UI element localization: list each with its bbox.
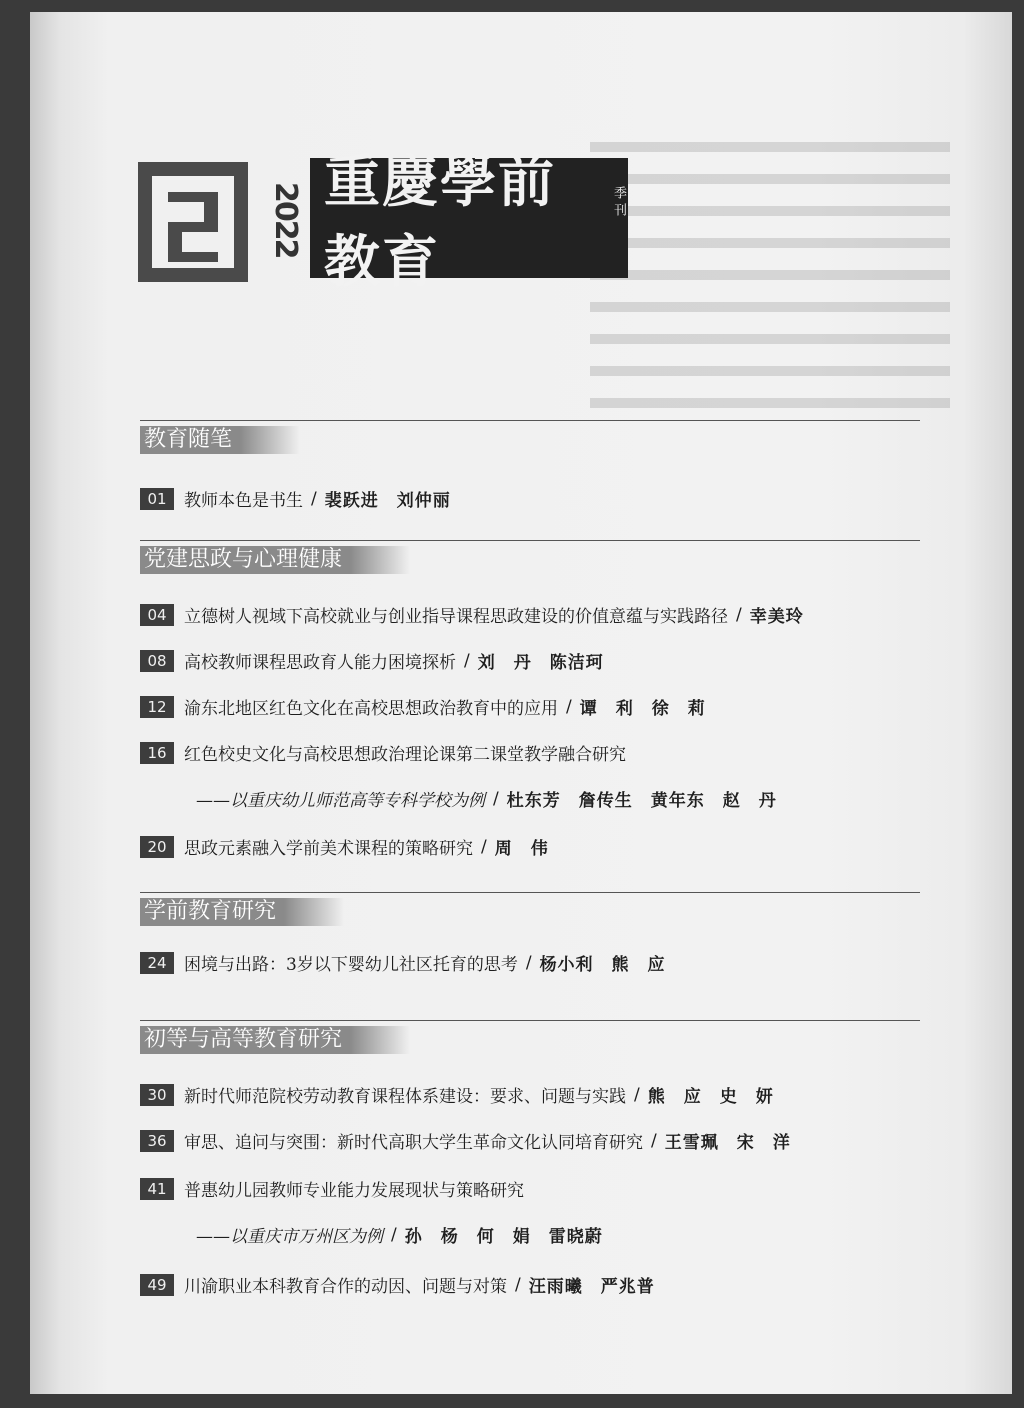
section-heading: 教育随笔 xyxy=(140,426,240,454)
toc-entry[interactable] xyxy=(140,694,706,719)
toc-entry[interactable] xyxy=(140,1176,524,1201)
article-authors: 幸美玲 xyxy=(749,607,804,627)
page-number: 20 xyxy=(140,836,174,858)
page-number: 41 xyxy=(140,1178,174,1200)
section-heading: 党建思政与心理健康 xyxy=(140,546,350,574)
article-authors: 孙 杨 何 娟 雷晓蔚 xyxy=(404,1227,603,1247)
journal-frequency: 季刊 xyxy=(611,186,626,220)
page-sheet xyxy=(30,12,1012,1394)
page-number: 04 xyxy=(140,604,174,626)
toc-entry[interactable] xyxy=(140,1272,655,1297)
toc-entry-subtitle-line[interactable] xyxy=(196,1222,603,1247)
article-title: 思政元素融入学前美术课程的策略研究 xyxy=(184,839,473,859)
toc-entry[interactable] xyxy=(140,1082,774,1107)
article-title: 立德树人视域下高校就业与创业指导课程思政建设的价值意蕴与实践路径 xyxy=(184,607,728,627)
article-authors: 周 伟 xyxy=(494,839,549,859)
page-number: 16 xyxy=(140,742,174,764)
journal-logo-mark xyxy=(138,162,248,282)
page-number: 36 xyxy=(140,1130,174,1152)
section-rule xyxy=(140,892,920,893)
article-title: 红色校史文化与高校思想政治理论课第二课堂教学融合研究 xyxy=(184,745,626,765)
separator: / xyxy=(515,1274,521,1295)
page-number: 12 xyxy=(140,696,174,718)
toc-entry[interactable] xyxy=(140,1128,791,1153)
toc-entry[interactable] xyxy=(140,950,666,975)
toc-entry[interactable] xyxy=(140,740,626,765)
section-heading: 学前教育研究 xyxy=(140,898,284,926)
article-authors: 熊 应 史 妍 xyxy=(647,1087,774,1107)
article-subtitle: ——以重庆市万州区为例 xyxy=(196,1227,383,1247)
page-number: 01 xyxy=(140,488,174,510)
article-title: 川渝职业本科教育合作的动因、问题与对策 xyxy=(184,1277,507,1297)
article-title: 教师本色是书生 xyxy=(184,491,303,511)
page-number: 30 xyxy=(140,1084,174,1106)
article-authors: 汪雨曦 严兆普 xyxy=(528,1277,655,1297)
section-rule xyxy=(140,540,920,541)
article-authors: 王雪珮 宋 洋 xyxy=(664,1133,791,1153)
article-title: 高校教师课程思政育人能力困境探析 xyxy=(184,653,456,673)
show-through-text xyxy=(590,142,950,472)
separator: / xyxy=(493,788,499,809)
separator: / xyxy=(311,488,317,509)
separator: / xyxy=(481,836,487,857)
toc-entry[interactable] xyxy=(140,834,549,859)
separator: / xyxy=(525,952,532,973)
article-title: 新时代师范院校劳动教育课程体系建设：要求、问题与实践 xyxy=(184,1087,626,1107)
toc-entry[interactable] xyxy=(140,486,451,511)
separator: / xyxy=(391,1224,397,1245)
section-heading: 初等与高等教育研究 xyxy=(140,1026,350,1054)
article-title: 普惠幼儿园教师专业能力发展现状与策略研究 xyxy=(184,1181,524,1201)
section-rule xyxy=(140,1020,920,1021)
article-title: 审思、追问与突围：新时代高职大学生革命文化认同培育研究 xyxy=(184,1133,643,1153)
article-authors: 刘 丹 陈洁珂 xyxy=(477,653,604,673)
article-title: 渝东北地区红色文化在高校思想政治教育中的应用 xyxy=(184,699,558,719)
article-subtitle: ——以重庆幼儿师范高等专科学校为例 xyxy=(196,791,485,811)
masthead xyxy=(310,149,628,295)
toc-entry-subtitle-line[interactable] xyxy=(196,786,777,811)
separator: / xyxy=(634,1084,640,1105)
page-number: 49 xyxy=(140,1274,174,1296)
article-authors: 谭 利 徐 莉 xyxy=(579,699,706,719)
toc-entry[interactable] xyxy=(140,602,804,627)
page-number: 08 xyxy=(140,650,174,672)
separator: / xyxy=(651,1130,657,1151)
separator: / xyxy=(566,696,572,717)
journal-title: 重慶學前教育 xyxy=(324,149,556,295)
article-title: 困境与出路：3岁以下婴幼儿社区托育的思考 xyxy=(184,955,518,975)
separator: / xyxy=(464,650,470,671)
article-authors: 杜东芳 詹传生 黄年东 赵 丹 xyxy=(506,791,777,811)
page-number: 24 xyxy=(140,952,174,974)
journal-year: 2022 xyxy=(268,182,303,258)
article-authors: 裴跃进 刘仲丽 xyxy=(324,491,451,511)
article-authors: 杨小利 熊 应 xyxy=(539,955,666,975)
section-rule xyxy=(140,420,920,421)
separator: / xyxy=(736,604,742,625)
toc-entry[interactable] xyxy=(140,648,604,673)
